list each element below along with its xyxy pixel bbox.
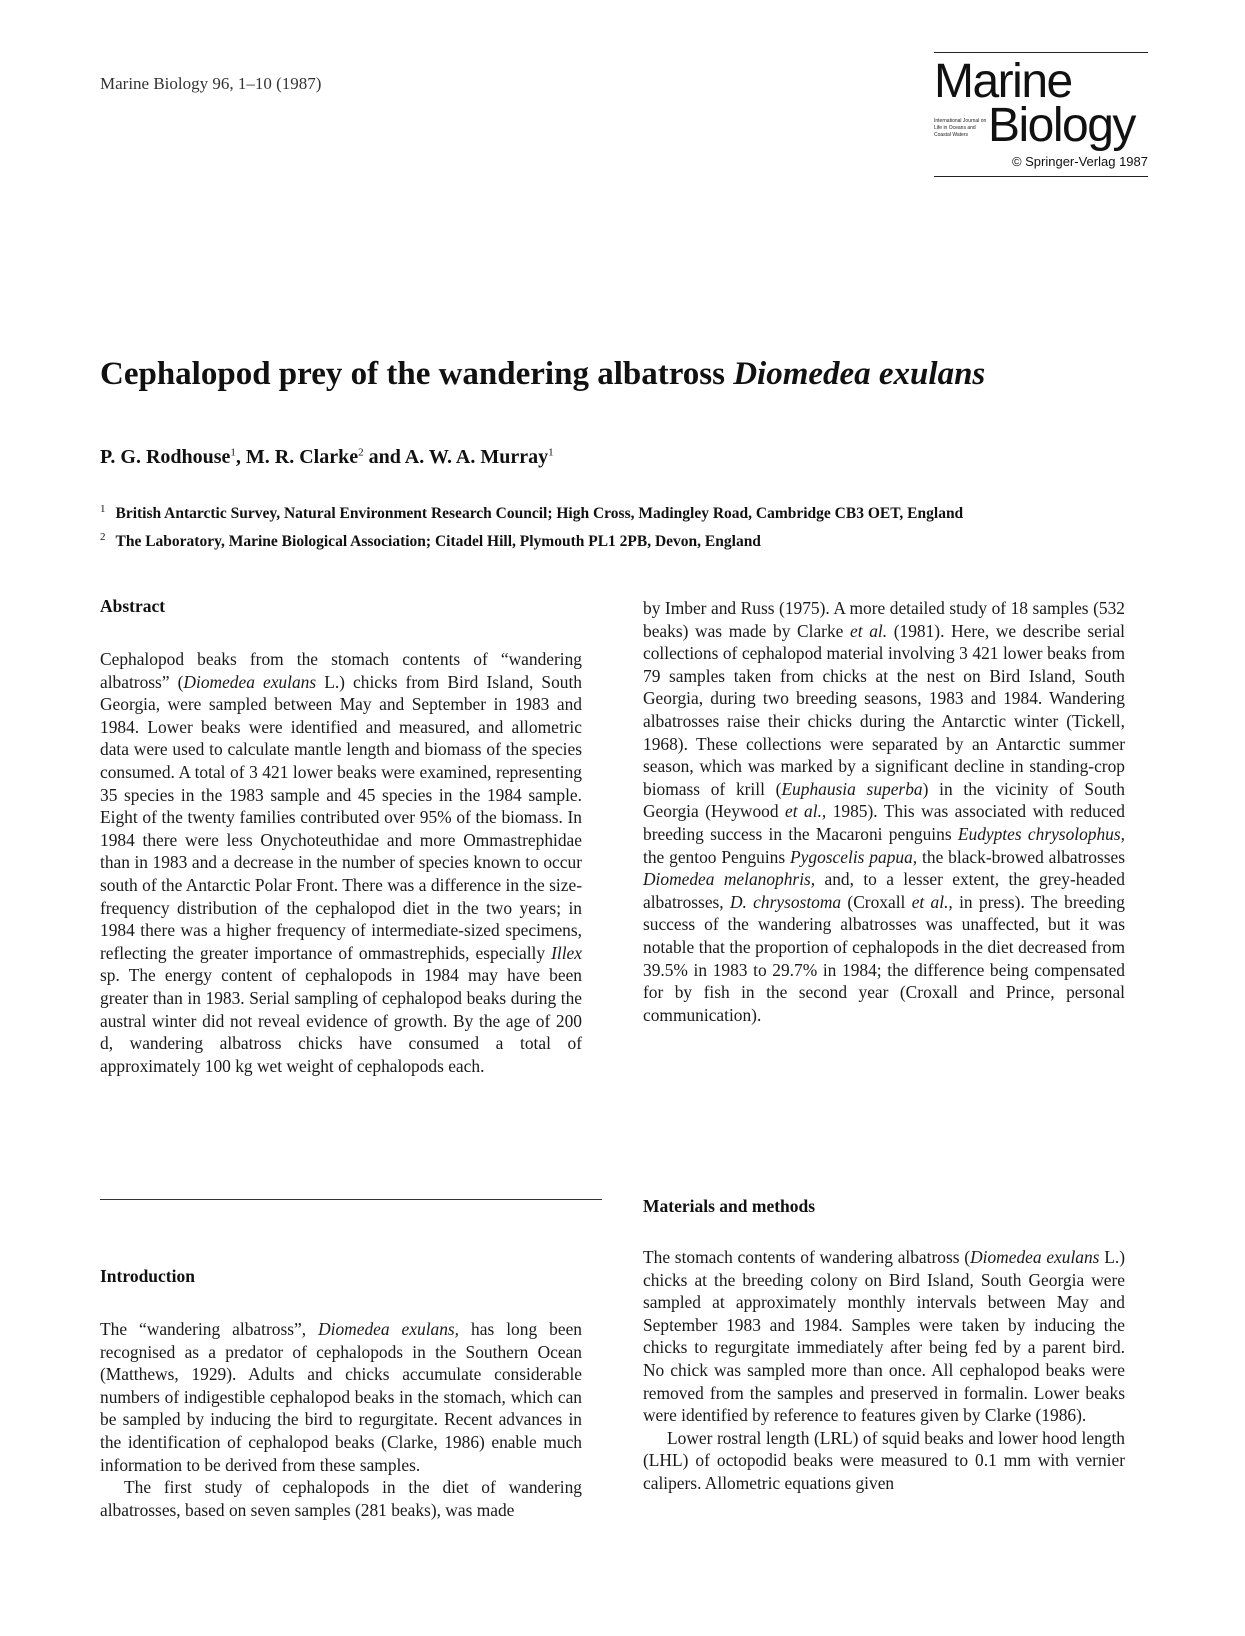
species-name: D. chrysostoma xyxy=(729,891,842,912)
introduction-paragraph-3 xyxy=(643,597,1125,1026)
title-text: Cephalopod prey of the wandering albatross xyxy=(100,356,725,392)
species-name: Pygoscelis papua, xyxy=(790,846,918,867)
journal-masthead-logo xyxy=(934,52,1148,180)
text-run: L.) chicks from Bird Island, South Georgia, were sampled between May and September in 1983 and 1984. Lower beaks were identified and measured, and allometric data were used to calculate mantle length and biomass of the species consumed. A total of 3 421 lower beaks were examined, representing 35 species in the 1983 sample and 45 species in the 1984 sample. Eight of the twenty families contributed over 95% of the biomass. In 1984 there were less Onychoteuthidae and more Ommastrephidae than in 1983 and a decrease in the number of species known to occur south of the Antarctic Polar Front. There was a difference in the size-frequency distribution of the cephalopod diet in the two years; in 1984 there was a higher frequency of intermediate-sized specimens, reflecting the greater importance of ommastrephids, especially xyxy=(100,671,582,963)
species-name: Eudyptes chrysolophus, xyxy=(957,823,1125,844)
masthead-tagline: International Journal on Life in Oceans and Coastal Waters xyxy=(934,118,987,138)
methods-paragraph-2: Lower rostral length (LRL) of squid beaks and lower hood length (LHL) of octopodid beaks were measured to 0.1 mm with vernier calipers. Allometric equations given xyxy=(643,1427,1125,1493)
abstract-heading: Abstract xyxy=(100,596,166,616)
text-run: and, to a lesser extent, the grey-headed albatrosses, xyxy=(643,869,1125,912)
citation-etal: et al., xyxy=(911,891,953,912)
text-run: L.) chicks at the breeding colony on Bird Island, South Georgia were sampled at approximately monthly intervals between May and September 1983 and 1984. Samples were taken by inducing the chicks to regurgitate immediately after being fed by a parent bird. No chick was sampled more than once. All cephalopod beaks were removed from the samples and preserved in formalin. Lower beaks were identified by reference to features given by Clarke (1986). xyxy=(643,1247,1125,1426)
introduction-body xyxy=(100,1318,582,1521)
affiliation-2 xyxy=(100,531,761,551)
author-name: A. W. A. Murray xyxy=(404,446,549,468)
author-affil-mark: 1 xyxy=(548,446,554,459)
text-run: ) in the vicinity of South Georgia (Heywood xyxy=(643,778,1125,822)
affiliation-text: British Antarctic Survey, Natural Environment Research Council; High Cross, Madingley Road, Cambridge CB3 OET, England xyxy=(115,505,964,523)
affiliation-number: 1 xyxy=(100,503,106,515)
author-affil-mark: 1 xyxy=(230,446,236,459)
text-run: in press). The breeding success of the wandering albatrosses was unaffected, but it was notable that the proportion of cephalopods in the diet decreased from 39.5% in 1983 to 29.7% in 1984; the difference being compensated for by fish in the second year (Croxall and Prince, personal communication). xyxy=(643,891,1125,1025)
abstract-paragraph xyxy=(100,648,582,1077)
text-run: the black-browed albatrosses xyxy=(917,846,1125,867)
materials-methods-heading: Materials and methods xyxy=(643,1196,816,1216)
text-run: has long been recognised as a predator of cephalopods in the Southern Ocean (Matthews, 1929). Adults and chicks accumulate considerable numbers of indigestible cephalopod beaks in the stomach, which can be sampled by inducing the bird to regurgitate. Recent advances in the identification of cephalopod beaks (Clarke, 1986) enable much information to be derived from these samples. xyxy=(100,1319,582,1475)
text-run: the gentoo Penguins xyxy=(643,846,791,867)
masthead-word-marine: Marine xyxy=(934,55,1072,108)
title-species: Diomedea exulans xyxy=(733,356,986,392)
citation-etal: et al., xyxy=(785,801,827,822)
masthead-top-rule xyxy=(934,52,1148,53)
abstract-body xyxy=(100,648,582,1077)
author-name: P. G. Rodhouse xyxy=(100,446,231,468)
text-run: sp. The energy content of cephalopods in 1984 may have been greater than in 1983. Serial sampling of cephalopod beaks during the austral winter did not reveal evidence of growth. By the age of 200 d, wandering albatross chicks have consumed a total of approximately 100 kg wet weight of cephalopods each. xyxy=(100,965,582,1076)
citation-etal: et al. xyxy=(850,620,888,641)
text-run: by Imber and Russ (1975). A more detailed study of 18 samples (532 beaks) was made by Clarke xyxy=(643,598,1125,641)
masthead-bottom-rule xyxy=(934,176,1148,177)
author-affil-mark: 2 xyxy=(358,446,364,459)
text-run: The stomach contents of wandering albatross ( xyxy=(643,1247,971,1267)
materials-methods-body xyxy=(643,1246,1125,1495)
introduction-paragraph-1 xyxy=(100,1318,582,1476)
author-list xyxy=(100,446,554,469)
abstract-divider xyxy=(100,1199,602,1200)
affiliation-1 xyxy=(100,503,963,523)
paper-title xyxy=(100,356,1150,393)
journal-reference: Marine Biology 96, 1–10 (1987) xyxy=(100,74,322,93)
author-separator: and xyxy=(363,446,405,468)
affiliation-number: 2 xyxy=(100,531,106,543)
methods-paragraph-1 xyxy=(643,1246,1125,1427)
introduction-continued-body xyxy=(643,597,1125,1026)
species-name: Diomedea exulans xyxy=(183,671,317,692)
text-run: 1985). This was associated with reduced breeding success in the Macaroni penguins xyxy=(643,801,1125,844)
affiliation-text: The Laboratory, Marine Biological Association; Citadel Hill, Plymouth PL1 2PB, Devon, England xyxy=(115,533,761,551)
introduction-heading: Introduction xyxy=(100,1266,195,1286)
genus-name: Illex xyxy=(551,942,582,963)
masthead-word-biology: Biology xyxy=(988,99,1135,152)
species-name: Euphausia superba xyxy=(781,778,923,799)
species-name: Diomedea exulans, xyxy=(318,1319,460,1339)
text-run: Cephalopod beaks from the stomach contents of “wandering albatross” ( xyxy=(100,649,582,692)
text-run: The “wandering albatross”, xyxy=(100,1319,319,1339)
text-run: (Croxall xyxy=(841,891,912,912)
species-name: Diomedea exulans xyxy=(970,1247,1100,1267)
species-name: Diomedea melanophris, xyxy=(643,869,816,890)
introduction-paragraph-2: The first study of cephalopods in the diet of wandering albatrosses, based on seven samples (281 beaks), was made xyxy=(100,1477,582,1520)
author-separator: , xyxy=(235,446,246,468)
masthead-copyright: © Springer-Verlag 1987 xyxy=(1011,154,1148,169)
author-name: M. R. Clarke xyxy=(245,446,359,468)
text-run: (1981). Here, we describe serial collections of cephalopod material involving 3 421 lower beaks from 79 samples taken from chicks at the nest on Bird Island, South Georgia, during two breeding seasons, 1983 and 1984. Wandering albatrosses raise their chicks during the Antarctic winter (Tickell, 1968). These collections were separated by an Antarctic summer season, which was marked by a significant decline in standing-crop biomass of krill ( xyxy=(643,620,1125,799)
